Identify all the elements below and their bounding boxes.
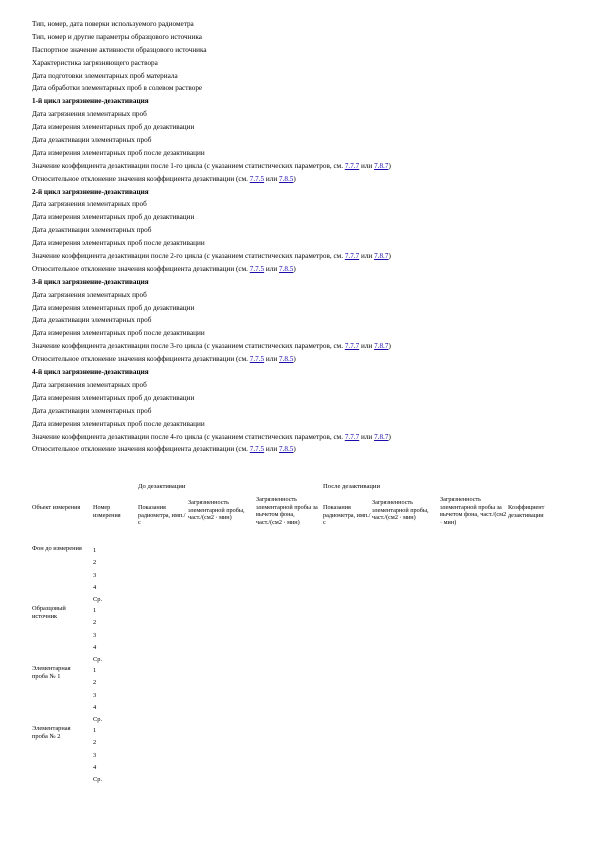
cycle-1-contamination-date: Дата загрязнения элементарных проб xyxy=(32,110,147,119)
measurement-number: 1 xyxy=(93,667,97,674)
measurement-number: 2 xyxy=(93,679,97,687)
measurement-number: 1 xyxy=(93,607,97,614)
link-7-8-7[interactable]: 7.8.7 xyxy=(374,252,389,261)
measurement-number: 4 xyxy=(93,703,97,711)
cycle-3-coefficient: Значение коэффициента дезактивации после 3-го цикла (с указанием статистических параметров, см. 7.7.7 или 7.8.7) xyxy=(32,342,391,351)
cycle-4-decontamination-date: Дата дезактивации элементарных проб xyxy=(32,406,152,415)
cycle-2-decontamination-date: Дата дезактивации элементарных проб xyxy=(32,226,152,235)
cycle-1-measure-before-date: Дата измерения элементарных проб до дезактивации xyxy=(32,123,195,132)
measurement-average: Ср. xyxy=(93,716,103,724)
cycle-4-measure-after-date: Дата измерения элементарных проб после дезактивации xyxy=(32,419,205,428)
cycle-2-deviation: Относительное отклонение значения коэффициента дезактивации (см. 7.7.5 или 7.8.5) xyxy=(32,264,296,273)
row-numbers-sample-2 xyxy=(93,725,102,786)
cycle-4-title: 4-й цикл загрязнение-дезактивация xyxy=(32,368,149,377)
measurement-average: Ср. xyxy=(93,776,103,784)
cycle-1-coefficient: Значение коэффициента дезактивации после 1-го цикла (с указанием статистических параметров, см. 7.7.7 или 7.8.7) xyxy=(32,161,391,170)
measurement-number: 3 xyxy=(93,631,97,639)
row-object-reference-source: Образцовый источник xyxy=(32,605,66,620)
cycle-4-deviation: Относительное отклонение значения коэффициента дезактивации (см. 7.7.5 или 7.8.5) xyxy=(32,445,296,454)
measurement-number: 1 xyxy=(93,727,97,734)
measurement-number: 2 xyxy=(93,739,97,747)
link-7-7-7[interactable]: 7.7.7 xyxy=(344,161,360,170)
cycle-1-title: 1-й цикл загрязнение-дезактивация xyxy=(32,97,149,106)
col-header-coefficient: Коэффициент дезактивации xyxy=(508,504,545,519)
row-object-sample-2: Элементарная проба № 2 xyxy=(32,725,71,740)
cycle-3-measure-before-date: Дата измерения элементарных проб до дезактивации xyxy=(32,303,195,312)
col-header-readings-before: Показания радиометра, имп./с xyxy=(138,504,186,527)
col-header-contamination-before-net: Загрязненность элементарной пробы за вычетом фона, част./(см2 · мин) xyxy=(256,496,318,526)
field-reference-source: Тип, номер и другие параметры образцового источника xyxy=(32,32,202,41)
measurement-number: 4 xyxy=(93,643,97,651)
row-numbers-sample-1 xyxy=(93,665,102,726)
link-7-7-7[interactable]: 7.7.7 xyxy=(344,252,360,261)
measurement-number: 3 xyxy=(93,691,97,699)
link-7-8-7[interactable]: 7.8.7 xyxy=(374,161,389,170)
link-7-8-7[interactable]: 7.8.7 xyxy=(374,342,389,351)
col-header-contamination-after: Загрязненность элементарной пробы, част./(см2 · мин) xyxy=(372,499,429,522)
cycle-2-title: 2-й цикл загрязнение-дезактивация xyxy=(32,187,149,196)
cycle-3-title: 3-й цикл загрязнение-дезактивация xyxy=(32,277,149,286)
field-radiometer: Тип, номер, дата поверки используемого радиометра xyxy=(32,20,194,28)
measurement-number: 2 xyxy=(93,559,97,567)
link-7-7-5[interactable]: 7.7.5 xyxy=(249,174,265,183)
row-object-background: Фон до измерения xyxy=(32,545,82,552)
cycle-3-contamination-date: Дата загрязнения элементарных проб xyxy=(32,290,147,299)
col-header-contamination-after-net: Загрязненность элементарной пробы за вычетом фона, част./(см2 · мин) xyxy=(440,496,507,526)
row-object-sample-1: Элементарная проба № 1 xyxy=(32,665,71,680)
group-header-after: После дезактивации xyxy=(323,483,380,490)
link-7-7-7[interactable]: 7.7.7 xyxy=(344,342,360,351)
cycle-1-decontamination-date: Дата дезактивации элементарных проб xyxy=(32,136,152,145)
cycle-4-measure-before-date: Дата измерения элементарных проб до дезактивации xyxy=(32,393,195,402)
cycle-2-contamination-date: Дата загрязнения элементарных проб xyxy=(32,200,147,209)
cycle-1-measure-after-date: Дата измерения элементарных проб после дезактивации xyxy=(32,148,205,157)
col-header-object: Объект измерения xyxy=(32,504,81,511)
measurement-number: 3 xyxy=(93,571,97,579)
row-numbers-background xyxy=(93,545,102,606)
cycle-2-coefficient: Значение коэффициента дезактивации после 2-го цикла (с указанием статистических параметров, см. 7.7.7 или 7.8.7) xyxy=(32,252,391,261)
measurement-number: 4 xyxy=(93,763,97,771)
link-7-7-7[interactable]: 7.7.7 xyxy=(344,432,360,441)
link-7-8-7[interactable]: 7.8.7 xyxy=(374,432,389,441)
field-source-activity: Паспортное значение активности образцового источника xyxy=(32,45,207,54)
cycle-3-measure-after-date: Дата измерения элементарных проб после дезактивации xyxy=(32,329,205,338)
measurement-average: Ср. xyxy=(93,596,103,604)
measurement-number: 4 xyxy=(93,583,97,591)
col-header-readings-after: Показания радиометра, имп./с xyxy=(323,504,371,527)
col-header-contamination-before: Загрязненность элементарной пробы, част./(см2 · мин) xyxy=(188,499,245,522)
col-header-number: Номер измерения xyxy=(93,504,121,519)
cycle-3-deviation: Относительное отклонение значения коэффициента дезактивации (см. 7.7.5 или 7.8.5) xyxy=(32,355,296,364)
group-header-before: До дезактивации xyxy=(138,483,186,490)
link-7-7-5[interactable]: 7.7.5 xyxy=(249,355,265,364)
measurement-number: 2 xyxy=(93,619,97,627)
protocol-fields xyxy=(32,18,572,456)
measurement-number: 3 xyxy=(93,751,97,759)
measurement-number: 1 xyxy=(93,547,97,554)
cycle-4-contamination-date: Дата загрязнения элементарных проб xyxy=(32,380,147,389)
link-7-7-5[interactable]: 7.7.5 xyxy=(249,445,265,454)
field-sample-preparation-date: Дата подготовки элементарных проб материала xyxy=(32,71,178,80)
link-7-8-5[interactable]: 7.8.5 xyxy=(278,355,294,364)
row-numbers-reference-source xyxy=(93,605,102,666)
cycle-4-coefficient: Значение коэффициента дезактивации после 4-го цикла (с указанием статистических параметров, см. 7.7.7 или 7.8.7) xyxy=(32,432,391,441)
cycle-3-decontamination-date: Дата дезактивации элементарных проб xyxy=(32,316,152,325)
link-7-8-5[interactable]: 7.8.5 xyxy=(278,264,294,273)
field-salt-treatment-date: Дата обработки элементарных проб в солевом растворе xyxy=(32,84,203,93)
cycle-1-deviation: Относительное отклонение значения коэффициента дезактивации (см. 7.7.5 или 7.8.5) xyxy=(32,174,296,183)
link-7-8-5[interactable]: 7.8.5 xyxy=(278,445,294,454)
link-7-7-5[interactable]: 7.7.5 xyxy=(249,264,265,273)
measurement-average: Ср. xyxy=(93,656,103,664)
cycle-2-measure-before-date: Дата измерения элементарных проб до дезактивации xyxy=(32,213,195,222)
field-contaminating-solution: Характеристика загрязняющего раствора xyxy=(32,58,158,67)
cycle-2-measure-after-date: Дата измерения элементарных проб после дезактивации xyxy=(32,239,205,248)
link-7-8-5[interactable]: 7.8.5 xyxy=(278,174,294,183)
